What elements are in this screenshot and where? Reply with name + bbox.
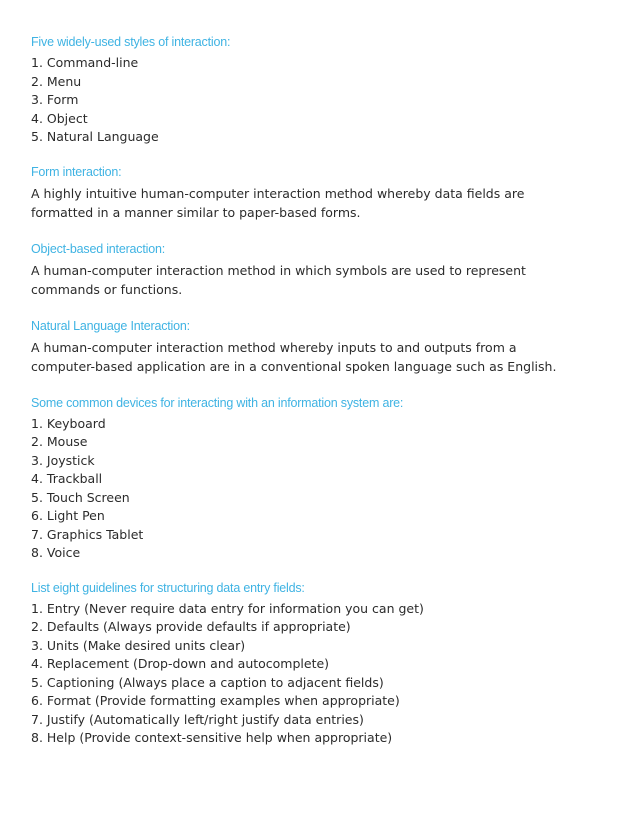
section-data-entry-guidelines [31,580,638,748]
section-heading: Object-based interaction: [31,241,165,256]
section-interaction-styles [31,34,638,147]
section-heading: Five widely-used styles of interaction: [31,35,231,49]
list-item: 4. Object [31,110,88,126]
list-item: 3. Joystick [31,452,95,468]
section-form-interaction [31,164,638,223]
list-item: 5. Captioning (Always place a caption to adjacent fields) [31,674,384,690]
section-heading: List eight guidelines for structuring data entry fields: [31,580,305,595]
section-paragraph: A human-computer interaction method whereby inputs to and outputs from a computer-based application are in a conventional spoken language such as English. [31,339,557,374]
list-item: 2. Defaults (Always provide defaults if appropriate) [31,619,351,634]
list-item: 3. Form [31,92,79,107]
list-item: 8. Voice [31,545,81,560]
list-item: 1. Keyboard [31,415,106,431]
list-item: 2. Menu [31,73,82,89]
list-item: 1. Command-line [31,55,139,70]
section-paragraph: A human-computer interaction method in which symbols are used to represent commands or functions. [31,262,526,297]
data-entry-guidelines-list [31,600,638,748]
list-item: 8. Help (Provide context-sensitive help when appropriate) [31,730,393,745]
list-item: 5. Touch Screen [31,489,130,505]
section-object-interaction [31,241,638,300]
interaction-styles-list [31,54,638,147]
list-item: 7. Graphics Tablet [31,526,144,542]
section-input-devices [31,395,638,563]
list-item: 6. Light Pen [31,508,105,523]
section-heading: Natural Language Interaction: [31,318,190,333]
input-devices-list [31,415,638,563]
section-heading: Some common devices for interacting with an information system are: [31,395,404,410]
list-item: 6. Format (Provide formatting examples when appropriate) [31,693,400,708]
list-item: 3. Units (Make desired units clear) [31,637,246,653]
list-item: 2. Mouse [31,434,88,449]
list-item: 4. Replacement (Drop-down and autocomplete) [31,656,330,671]
list-item: 7. Justify (Automatically left/right justify data entries) [31,711,364,727]
section-paragraph: A highly intuitive human-computer interaction method whereby data fields are formatted in a manner similar to paper-based forms. [31,185,525,220]
list-item: 1. Entry (Never require data entry for information you can get) [31,600,424,616]
list-item: 5. Natural Language [31,129,159,144]
list-item: 4. Trackball [31,471,103,486]
section-heading: Form interaction: [31,164,122,179]
section-natural-language-interaction [31,318,638,377]
